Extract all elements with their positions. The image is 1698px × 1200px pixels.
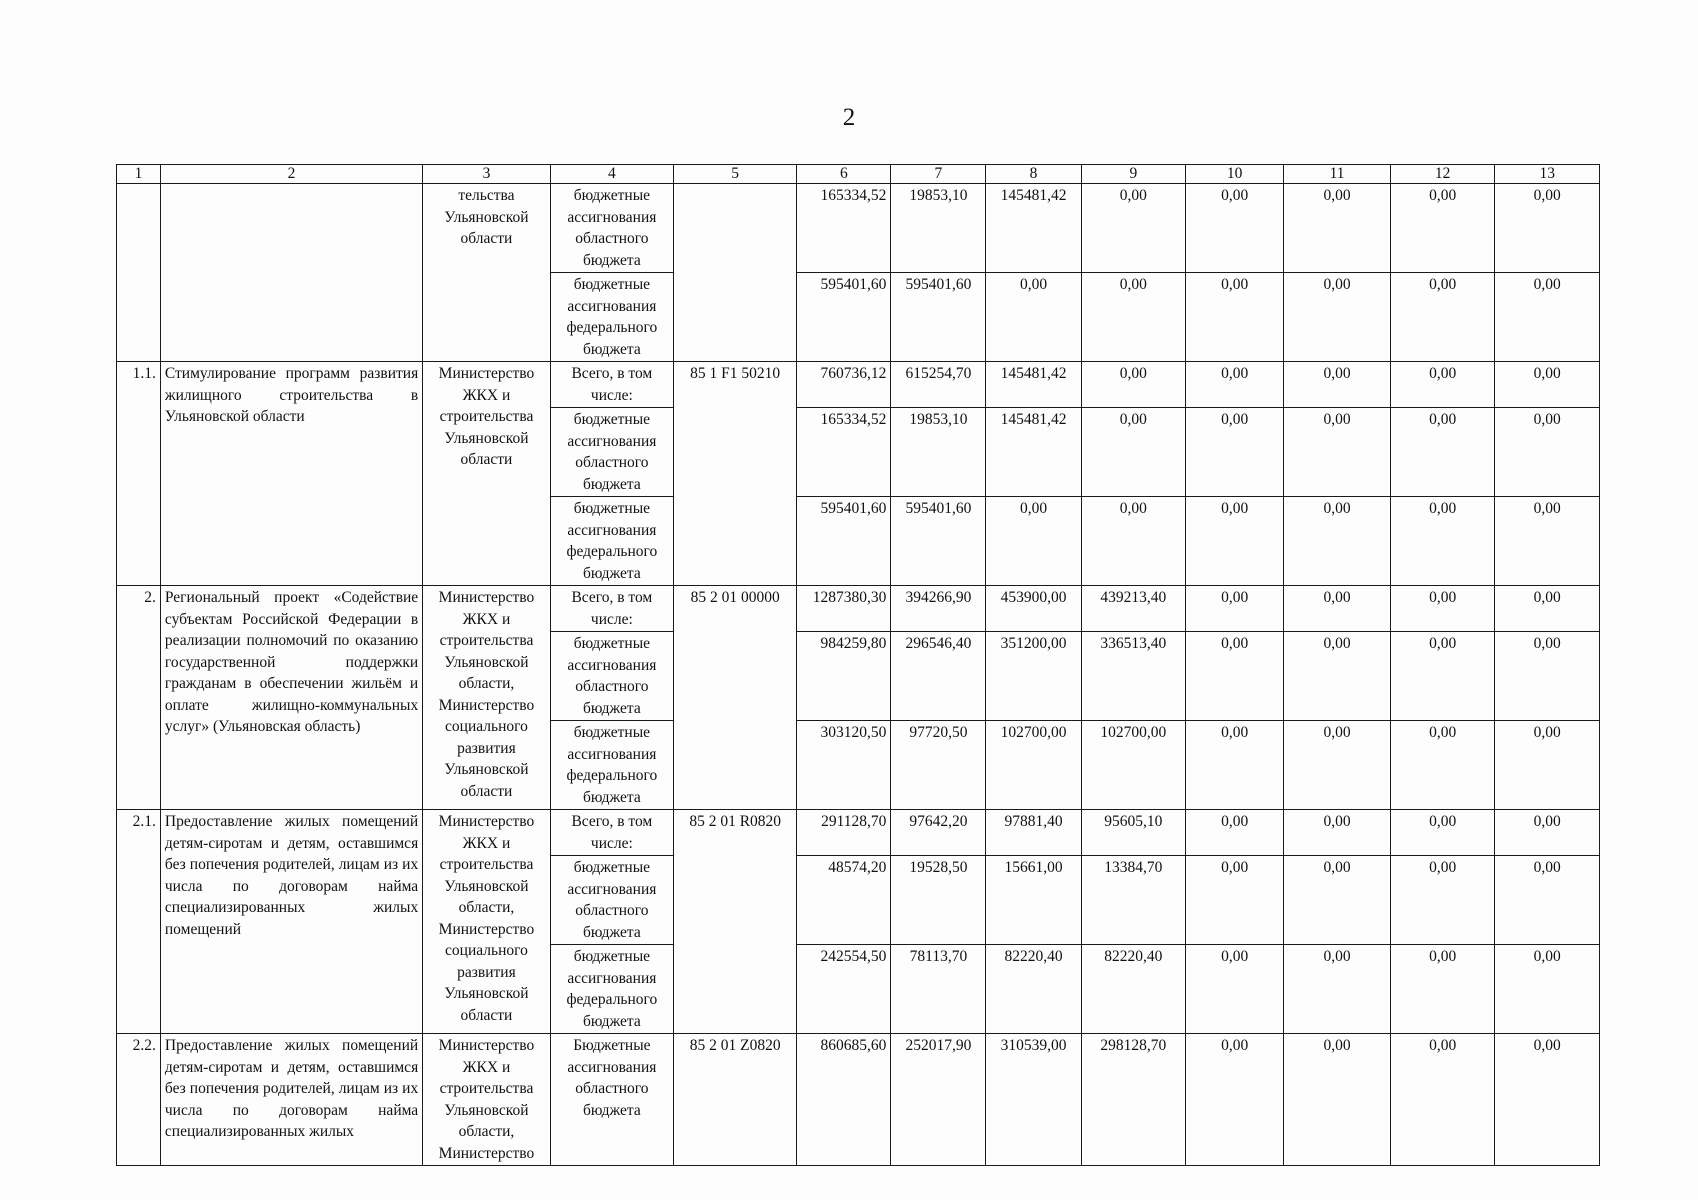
amount-value: 0,00: [1495, 408, 1600, 497]
amount-value: 19528,50: [891, 856, 986, 945]
table-row: [117, 810, 1600, 856]
funding-source: Всего, в том числе:: [550, 586, 673, 632]
amount-value: 102700,00: [986, 721, 1081, 810]
amount-value: 145481,42: [986, 184, 1081, 273]
table-body: [117, 165, 1600, 1166]
amount-value: 0,00: [1495, 497, 1600, 586]
amount-value: 19853,10: [891, 408, 986, 497]
table-row: [117, 184, 1600, 273]
amount-value: 298128,70: [1081, 1034, 1186, 1166]
amount-value: 48574,20: [797, 856, 891, 945]
amount-value: 0,00: [1390, 945, 1495, 1034]
funding-source: бюджетные ассигнования областного бюджета: [550, 184, 673, 273]
amount-value: 0,00: [1390, 273, 1495, 362]
executor: Министерство ЖКХ и строительства Ульяновской области, Министерство: [423, 1034, 551, 1166]
amount-value: 595401,60: [797, 497, 891, 586]
amount-value: 82220,40: [1081, 945, 1186, 1034]
funding-source: Бюджетные ассигнования областного бюджета: [550, 1034, 673, 1166]
budget-code: 85 2 01 R0820: [674, 810, 797, 1034]
amount-value: 0,00: [1186, 273, 1284, 362]
amount-value: 0,00: [1495, 721, 1600, 810]
amount-value: 0,00: [1284, 856, 1391, 945]
amount-value: 615254,70: [891, 362, 986, 408]
amount-value: 95605,10: [1081, 810, 1186, 856]
amount-value: 0,00: [1081, 184, 1186, 273]
amount-value: 0,00: [1284, 721, 1391, 810]
amount-value: 0,00: [1081, 273, 1186, 362]
amount-value: 351200,00: [986, 632, 1081, 721]
amount-value: 97720,50: [891, 721, 986, 810]
amount-value: 15661,00: [986, 856, 1081, 945]
amount-value: 0,00: [1495, 856, 1600, 945]
amount-value: 0,00: [1284, 945, 1391, 1034]
column-number: 6: [797, 165, 891, 184]
column-number: 11: [1284, 165, 1391, 184]
column-number: 8: [986, 165, 1081, 184]
measure-name: Предоставление жилых помещений детям-сиротам и детям, оставшимся без попечения родителей, лицам из их числа по договорам найма специализированных жилых помещений: [160, 810, 422, 1034]
amount-value: 0,00: [1186, 586, 1284, 632]
amount-value: 145481,42: [986, 408, 1081, 497]
measure-name: Стимулирование программ развития жилищного строительства в Ульяновской области: [160, 362, 422, 586]
amount-value: 0,00: [1495, 945, 1600, 1034]
amount-value: 0,00: [1495, 632, 1600, 721]
amount-value: 145481,42: [986, 362, 1081, 408]
row-index: 2.1.: [117, 810, 161, 1034]
amount-value: 165334,52: [797, 184, 891, 273]
amount-value: 0,00: [1284, 632, 1391, 721]
amount-value: 984259,80: [797, 632, 891, 721]
amount-value: 165334,52: [797, 408, 891, 497]
amount-value: 303120,50: [797, 721, 891, 810]
amount-value: 0,00: [1390, 362, 1495, 408]
amount-value: 0,00: [1081, 362, 1186, 408]
amount-value: 394266,90: [891, 586, 986, 632]
column-number: 3: [423, 165, 551, 184]
amount-value: 0,00: [1284, 586, 1391, 632]
amount-value: 0,00: [1186, 497, 1284, 586]
funding-source: бюджетные ассигнования федерального бюджета: [550, 273, 673, 362]
column-number: 13: [1495, 165, 1600, 184]
amount-value: 0,00: [1390, 408, 1495, 497]
budget-code: 85 1 F1 50210: [674, 362, 797, 586]
amount-value: 296546,40: [891, 632, 986, 721]
budget-table: [116, 164, 1600, 1166]
amount-value: 0,00: [1186, 810, 1284, 856]
budget-code: 85 2 01 00000: [674, 586, 797, 810]
page-number: 2: [842, 104, 856, 131]
executor: Министерство ЖКХ и строительства Ульяновской области, Министерство социального развития Ульяновской области: [423, 586, 551, 810]
executor: Министерство ЖКХ и строительства Ульяновской области, Министерство социального развития Ульяновской области: [423, 810, 551, 1034]
amount-value: 0,00: [1390, 1034, 1495, 1166]
amount-value: 0,00: [1186, 184, 1284, 273]
amount-value: 0,00: [1495, 810, 1600, 856]
column-number: 10: [1186, 165, 1284, 184]
amount-value: 0,00: [1284, 273, 1391, 362]
column-number: 12: [1390, 165, 1495, 184]
amount-value: 0,00: [1390, 721, 1495, 810]
amount-value: 0,00: [1081, 408, 1186, 497]
amount-value: 78113,70: [891, 945, 986, 1034]
funding-source: Всего, в том числе:: [550, 362, 673, 408]
amount-value: 19853,10: [891, 184, 986, 273]
row-index: [117, 184, 161, 362]
amount-value: 595401,60: [797, 273, 891, 362]
amount-value: 0,00: [1284, 408, 1391, 497]
amount-value: 0,00: [1186, 408, 1284, 497]
table-row: [117, 586, 1600, 632]
amount-value: 0,00: [1284, 184, 1391, 273]
amount-value: 0,00: [986, 273, 1081, 362]
amount-value: 0,00: [1495, 184, 1600, 273]
amount-value: 0,00: [1186, 856, 1284, 945]
column-number: 7: [891, 165, 986, 184]
executor: Министерство ЖКХ и строительства Ульяновской области: [423, 362, 551, 586]
amount-value: 0,00: [1284, 1034, 1391, 1166]
amount-value: 0,00: [1186, 632, 1284, 721]
amount-value: 0,00: [1284, 362, 1391, 408]
amount-value: 336513,40: [1081, 632, 1186, 721]
amount-value: 760736,12: [797, 362, 891, 408]
column-number: 9: [1081, 165, 1186, 184]
funding-source: бюджетные ассигнования областного бюджета: [550, 408, 673, 497]
amount-value: 0,00: [1390, 632, 1495, 721]
amount-value: 0,00: [1186, 721, 1284, 810]
amount-value: 0,00: [1186, 362, 1284, 408]
amount-value: 0,00: [986, 497, 1081, 586]
amount-value: 0,00: [1390, 497, 1495, 586]
amount-value: 0,00: [1495, 586, 1600, 632]
column-number: 5: [674, 165, 797, 184]
measure-name: [160, 184, 422, 362]
amount-value: 0,00: [1495, 362, 1600, 408]
amount-value: 595401,60: [891, 497, 986, 586]
amount-value: 97881,40: [986, 810, 1081, 856]
amount-value: 0,00: [1390, 586, 1495, 632]
funding-source: Всего, в том числе:: [550, 810, 673, 856]
amount-value: 0,00: [1390, 856, 1495, 945]
table-row: [117, 362, 1600, 408]
amount-value: 0,00: [1081, 497, 1186, 586]
executor: тельства Ульяновской области: [423, 184, 551, 362]
amount-value: 13384,70: [1081, 856, 1186, 945]
measure-name: Региональный проект «Содействие субъектам Российской Федерации в реализации полномочий по оказанию государственной поддержки гражданам в обеспечении жильём и оплате жилищно-коммунальных услуг» (Ульяновская область): [160, 586, 422, 810]
amount-value: 102700,00: [1081, 721, 1186, 810]
column-number: 1: [117, 165, 161, 184]
amount-value: 0,00: [1186, 945, 1284, 1034]
amount-value: 0,00: [1284, 810, 1391, 856]
amount-value: 0,00: [1390, 810, 1495, 856]
amount-value: 595401,60: [891, 273, 986, 362]
amount-value: 0,00: [1284, 497, 1391, 586]
row-index: 2.: [117, 586, 161, 810]
row-index: 2.2.: [117, 1034, 161, 1166]
amount-value: 0,00: [1390, 184, 1495, 273]
row-index: 1.1.: [117, 362, 161, 586]
amount-value: 0,00: [1186, 1034, 1284, 1166]
amount-value: 860685,60: [797, 1034, 891, 1166]
amount-value: 252017,90: [891, 1034, 986, 1166]
amount-value: 242554,50: [797, 945, 891, 1034]
funding-source: бюджетные ассигнования областного бюджета: [550, 632, 673, 721]
funding-source: бюджетные ассигнования федерального бюджета: [550, 721, 673, 810]
funding-source: бюджетные ассигнования федерального бюджета: [550, 497, 673, 586]
column-number: 4: [550, 165, 673, 184]
amount-value: 453900,00: [986, 586, 1081, 632]
budget-code: [674, 184, 797, 362]
amount-value: 1287380,30: [797, 586, 891, 632]
amount-value: 97642,20: [891, 810, 986, 856]
amount-value: 0,00: [1495, 1034, 1600, 1166]
funding-source: бюджетные ассигнования областного бюджета: [550, 856, 673, 945]
funding-source: бюджетные ассигнования федерального бюджета: [550, 945, 673, 1034]
table-row: [117, 1034, 1600, 1166]
measure-name: Предоставление жилых помещений детям-сиротам и детям, оставшимся без попечения родителей, лицам из их числа по договорам найма специализированных жилых: [160, 1034, 422, 1166]
column-number: 2: [160, 165, 422, 184]
budget-code: 85 2 01 Z0820: [674, 1034, 797, 1166]
column-number-row: [117, 165, 1600, 184]
amount-value: 439213,40: [1081, 586, 1186, 632]
amount-value: 82220,40: [986, 945, 1081, 1034]
amount-value: 291128,70: [797, 810, 891, 856]
amount-value: 0,00: [1495, 273, 1600, 362]
amount-value: 310539,00: [986, 1034, 1081, 1166]
